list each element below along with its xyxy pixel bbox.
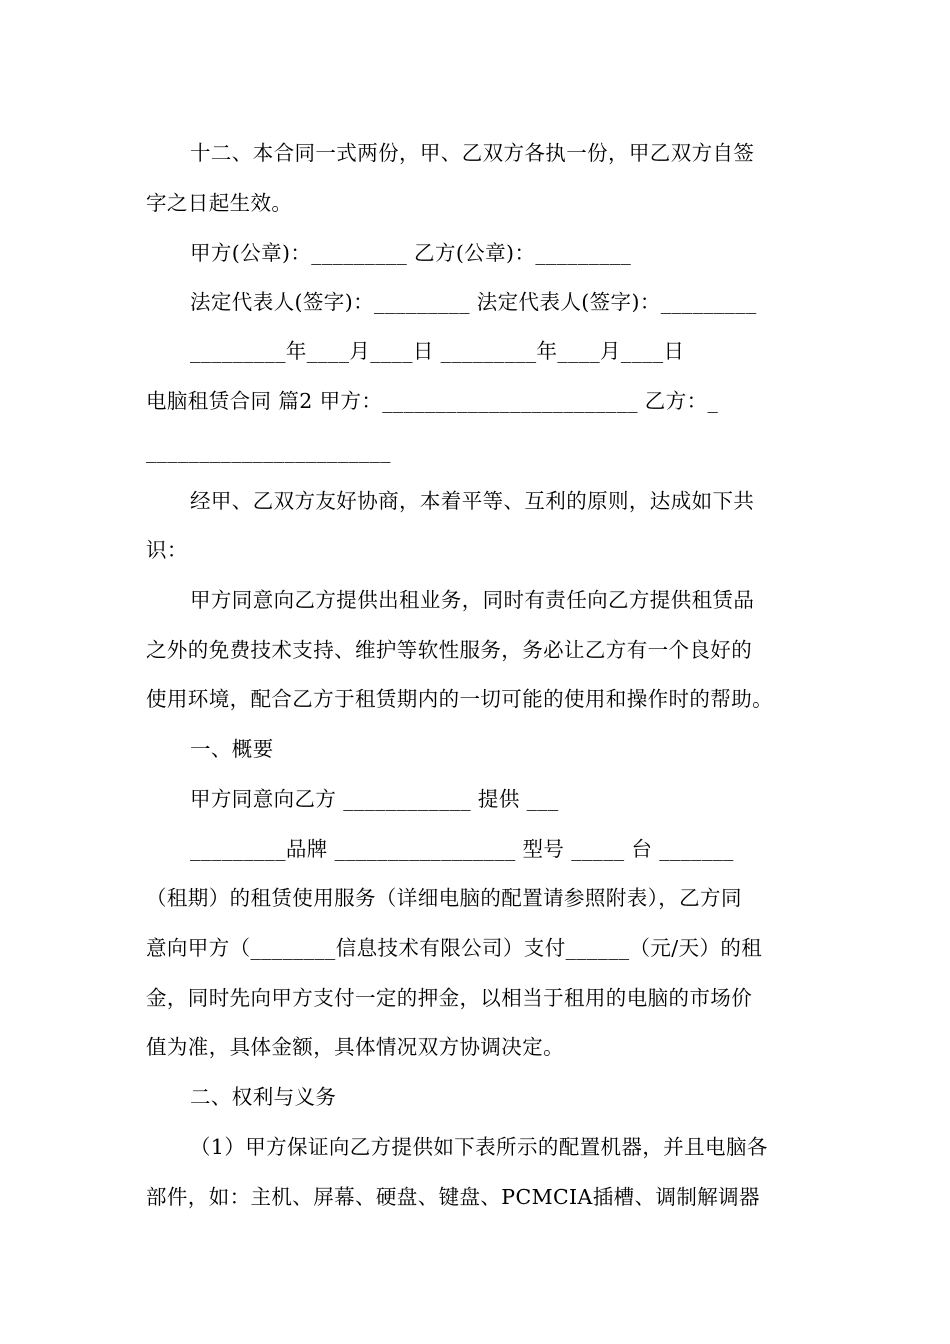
obligation-1-line-1: （1）甲方保证向乙方提供如下表所示的配置机器，并且电脑各: [190, 1135, 768, 1159]
service-paragraph-line-1: 甲方同意向乙方提供出租业务，同时有责任向乙方提供租赁品: [190, 588, 755, 612]
overview-line-5: 金，同时先向甲方支付一定的押金，以相当于租用的电脑的市场价: [146, 986, 753, 1010]
overview-line-1: 甲方同意向乙方 ____________ 提供 ___: [190, 787, 559, 811]
contract-2-header-continuation: _______________________: [146, 439, 391, 463]
overview-line-6: 值为准，具体金额，具体情况双方协调决定。: [146, 1035, 564, 1059]
consensus-line-1: 经甲、乙双方友好协商，本着平等、互利的原则，达成如下共: [190, 489, 755, 513]
obligation-1-line-2: 部件，如：主机、屏幕、硬盘、键盘、PCMCIA插槽、调制解调器: [146, 1185, 760, 1209]
service-paragraph-line-3: 使用环境，配合乙方于租赁期内的一切可能的使用和操作时的帮助。: [146, 687, 773, 711]
section-1-heading: 一、概要: [190, 737, 274, 761]
clause-12-line-2: 字之日起生效。: [146, 191, 293, 215]
overview-line-4: 意向甲方（________信息技术有限公司）支付______（元/天）的租: [146, 936, 763, 960]
date-line: _________年____月____日 _________年____月____日: [190, 339, 685, 363]
service-paragraph-line-2: 之外的免费技术支持、维护等软性服务，务必让乙方有一个良好的: [146, 638, 753, 662]
clause-12-line-1: 十二、本合同一式两份，甲、乙双方各执一份，甲乙双方自签: [190, 141, 755, 165]
legal-representative-line: 法定代表人(签字)：_________ 法定代表人(签字)：_________: [190, 290, 757, 314]
overview-line-3: （租期）的租赁使用服务（详细电脑的配置请参照附表），乙方同: [146, 886, 742, 910]
overview-line-2: _________品牌 _________________ 型号 _____ 台 _______: [190, 837, 734, 861]
seal-line: 甲方(公章)：_________ 乙方(公章)：_________: [190, 241, 632, 265]
contract-2-header-line: 电脑租赁合同 篇2 甲方：________________________ 乙方：_: [146, 389, 719, 413]
consensus-line-2: 识：: [146, 538, 188, 562]
section-2-heading: 二、权利与义务: [190, 1085, 337, 1109]
